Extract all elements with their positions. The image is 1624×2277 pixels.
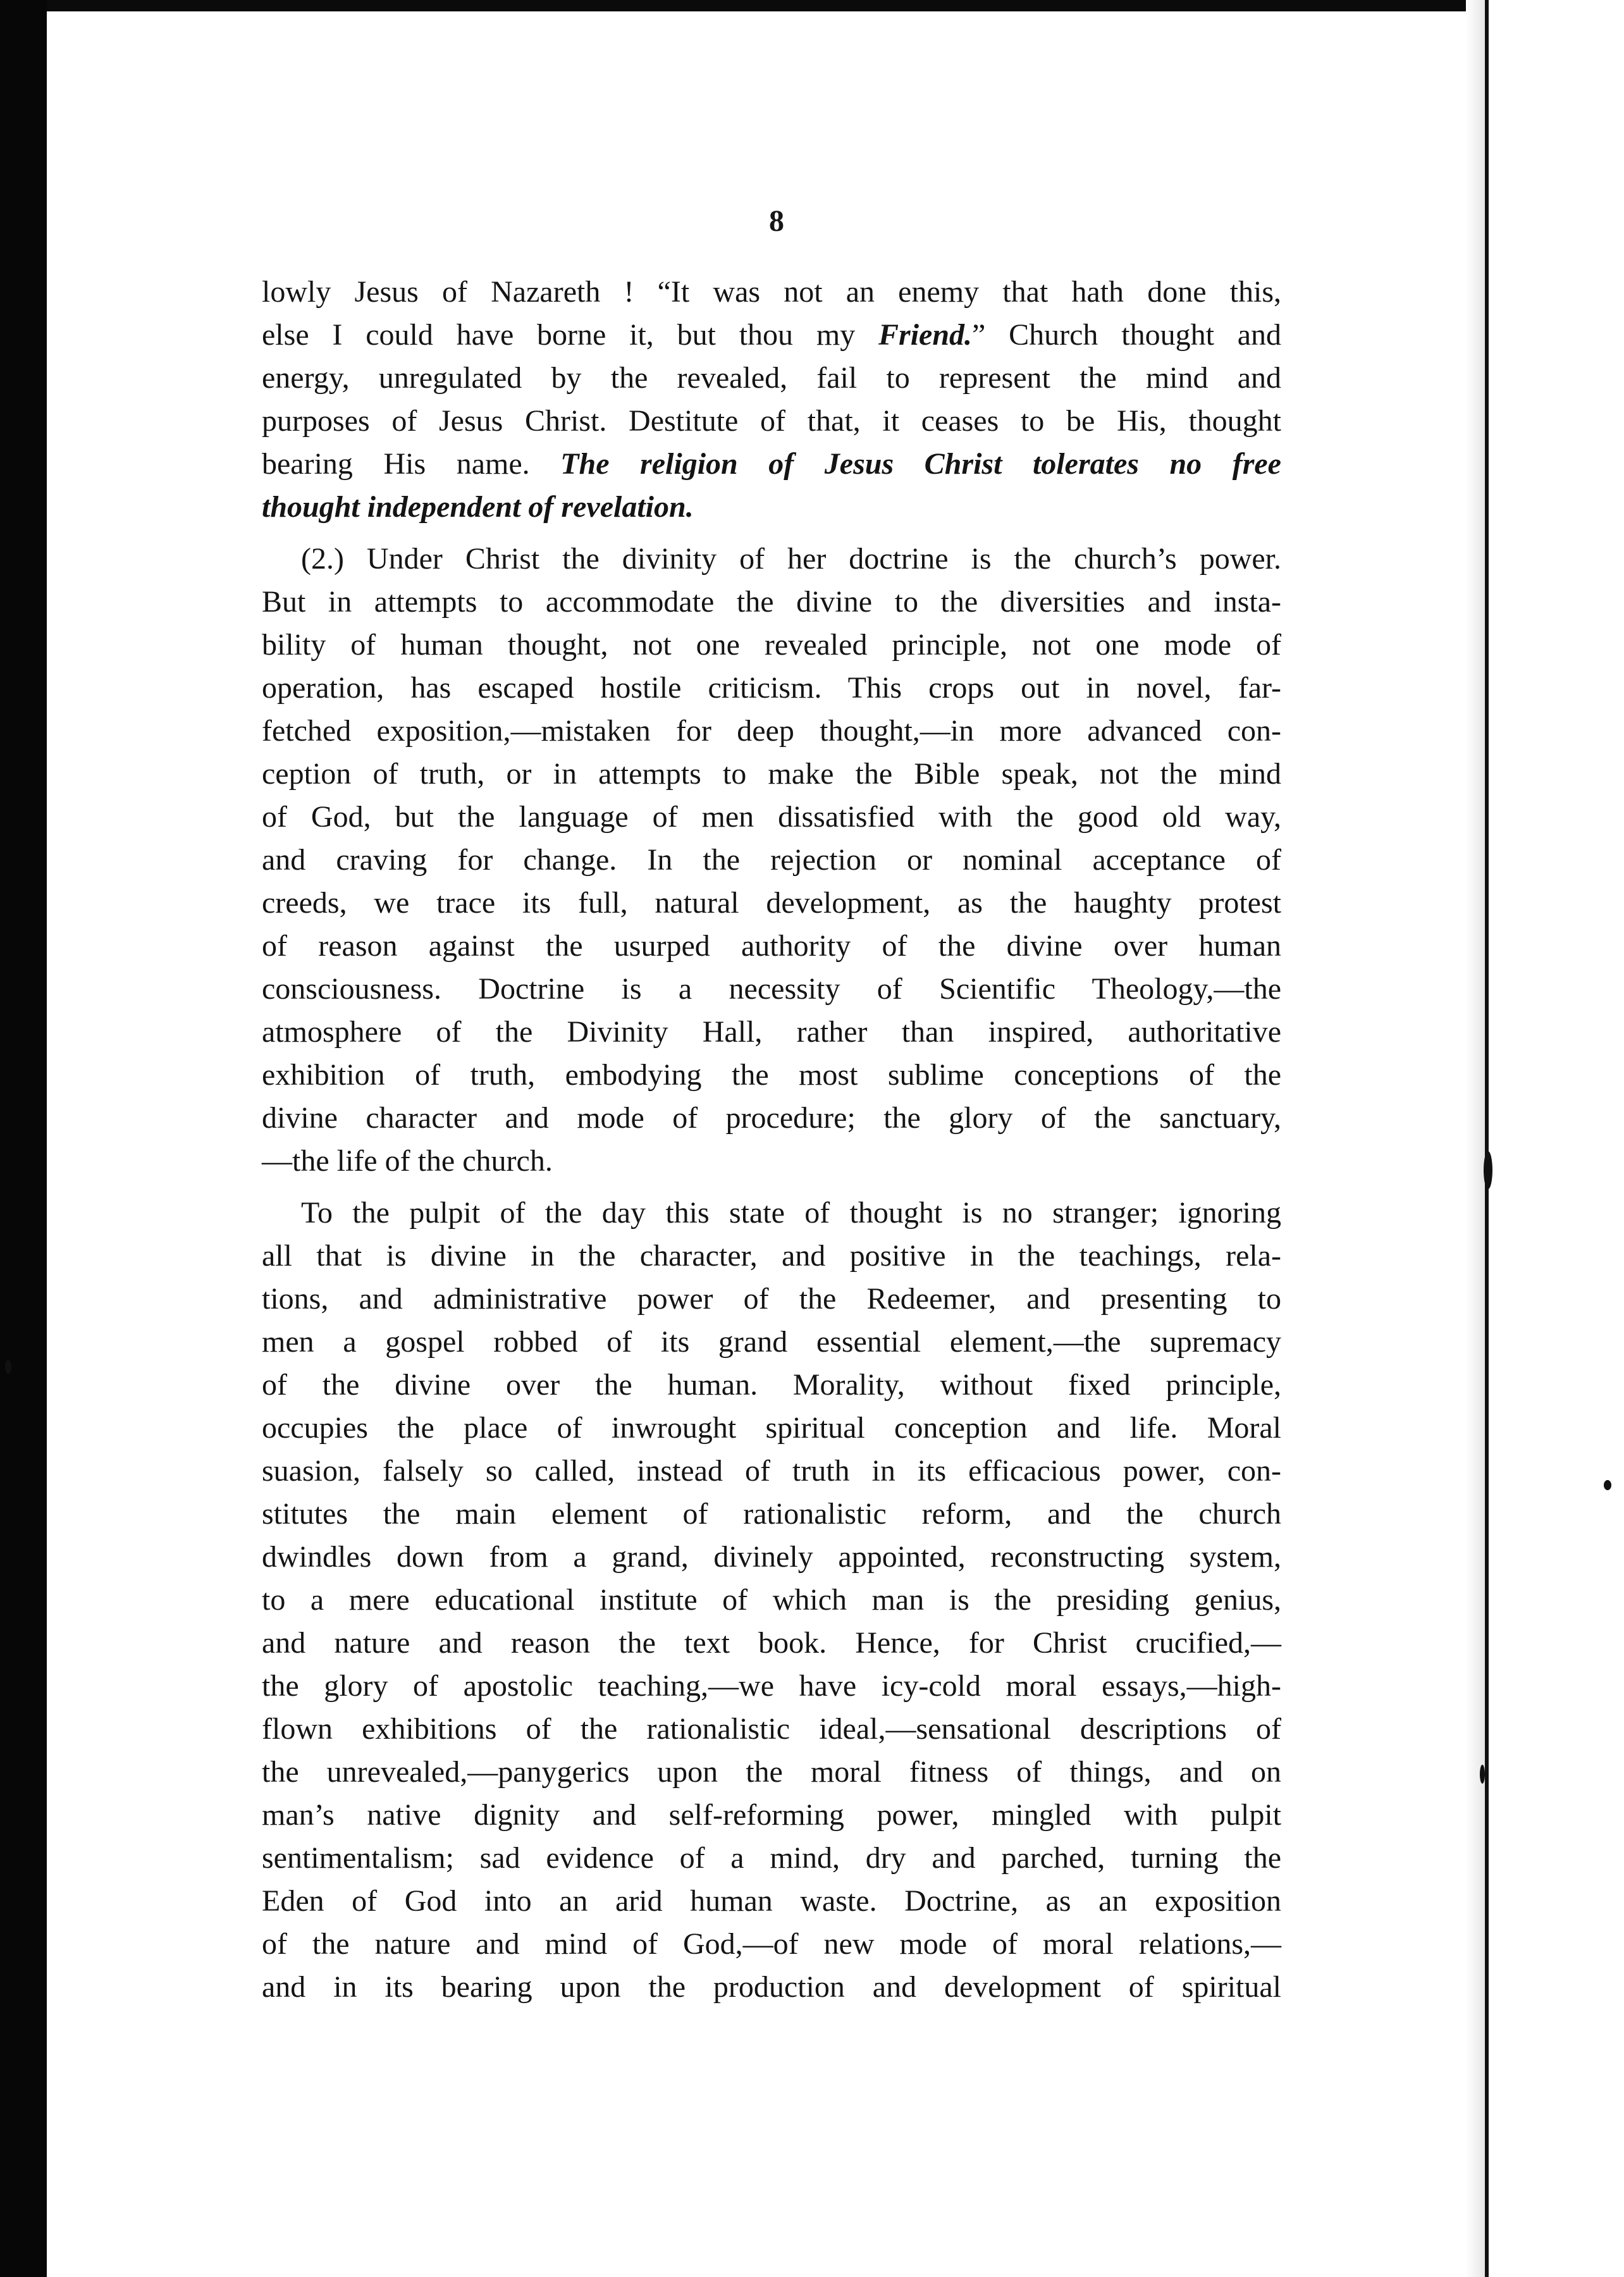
text-line: of reason against the usurped authority of the divine over human [262, 929, 1281, 963]
text-line: divine character and mode of procedure; the glory of the sanctuary, [262, 1101, 1281, 1135]
scan-speck [1484, 1151, 1492, 1189]
text-segment: bearing His name. [262, 447, 561, 481]
paragraph [262, 271, 1281, 529]
text-segment: else I could have borne it, but thou my [262, 318, 878, 352]
body-text [262, 271, 1281, 2009]
text-line: exhibition of truth, embodying the most sublime conceptions of the [262, 1058, 1281, 1092]
text-line: suasion, falsely so called, instead of truth in its efficacious power, con- [262, 1454, 1281, 1488]
text-line: creeds, we trace its full, natural development, as the haughty protest [262, 886, 1281, 920]
paragraph [262, 1192, 1281, 2009]
text-line: flown exhibitions of the rationalistic ideal,—sensational descriptions of [262, 1712, 1281, 1746]
emphasis-text: The religion of Jesus Christ tolerates no free [560, 447, 1281, 481]
text-line: to a mere educational institute of which man is the presiding genius, [262, 1583, 1281, 1617]
text-line: purposes of Jesus Christ. Destitute of that, it ceases to be His, thought [262, 404, 1281, 438]
text-segment: ” Church thought and [972, 318, 1282, 352]
scan-speck [1480, 1765, 1485, 1784]
scan-speck [1604, 1480, 1611, 1490]
text-line: and nature and reason the text book. Hence, for Christ crucified,— [262, 1626, 1281, 1660]
text-line: energy, unregulated by the revealed, fail to represent the mind and [262, 361, 1281, 395]
text-line: bility of human thought, not one revealed principle, not one mode of [262, 628, 1281, 662]
text-line: of the nature and mind of God,—of new mode of moral relations,— [262, 1927, 1281, 1961]
text-line: consciousness. Doctrine is a necessity of Scientific Theology,—the [262, 972, 1281, 1006]
scan-border-left [0, 0, 47, 2277]
text-line: To the pulpit of the day this state of thought is no stranger; ignoring [301, 1196, 1281, 1230]
text-line: man’s native dignity and self-reforming power, mingled with pulpit [262, 1798, 1281, 1832]
text-line: But in attempts to accommodate the divine to the diversities and insta- [262, 585, 1281, 619]
emphasis-text: Friend. [878, 318, 973, 352]
text-line: operation, has escaped hostile criticism. This crops out in novel, far- [262, 671, 1281, 705]
text-line: and craving for change. In the rejection or nominal acceptance of [262, 843, 1281, 877]
emphasis-line: thought independent of revelation. [262, 490, 694, 524]
text-line: stitutes the main element of rationalistic reform, and the church [262, 1497, 1281, 1531]
text-line: —the life of the church. [262, 1144, 553, 1178]
text-line: sentimentalism; sad evidence of a mind, dry and parched, turning the [262, 1841, 1281, 1875]
text-line: atmosphere of the Divinity Hall, rather than inspired, authoritative [262, 1015, 1281, 1049]
text-line: the glory of apostolic teaching,—we have icy-cold moral essays,—high- [262, 1669, 1281, 1703]
text-line: of God, but the language of men dissatisfied with the good old way, [262, 800, 1281, 834]
text-line: men a gospel robbed of its grand essential element,—the supremacy [262, 1325, 1281, 1359]
page-gutter-shadow [1466, 0, 1485, 2277]
text-line: and in its bearing upon the production and development of spiritual [262, 1970, 1281, 2004]
scan-speck [5, 1360, 11, 1374]
page-number: 8 [769, 204, 784, 238]
text-line [262, 443, 1281, 486]
text-line: lowly Jesus of Nazareth ! “It was not an enemy that hath done this, [262, 275, 1281, 309]
text-line: all that is divine in the character, and positive in the teachings, rela- [262, 1239, 1281, 1273]
text-line: tions, and administrative power of the Redeemer, and presenting to [262, 1282, 1281, 1316]
text-line: of the divine over the human. Morality, without fixed principle, [262, 1368, 1281, 1402]
text-line: (2.) Under Christ the divinity of her doctrine is the church’s power. [301, 542, 1281, 576]
text-line: dwindles down from a grand, divinely appointed, reconstructing system, [262, 1540, 1281, 1574]
text-line: ception of truth, or in attempts to make the Bible speak, not the mind [262, 757, 1281, 791]
text-line: fetched exposition,—mistaken for deep thought,—in more advanced con- [262, 714, 1281, 748]
text-line: occupies the place of inwrought spiritual conception and life. Moral [262, 1411, 1281, 1445]
paragraph [262, 538, 1281, 1183]
scan-border-top [0, 0, 1624, 11]
text-line: the unrevealed,—panygerics upon the moral fitness of things, and on [262, 1755, 1281, 1789]
text-line: Eden of God into an arid human waste. Doctrine, as an exposition [262, 1884, 1281, 1918]
scan-border-right [1485, 0, 1624, 2277]
text-line [262, 314, 1281, 357]
